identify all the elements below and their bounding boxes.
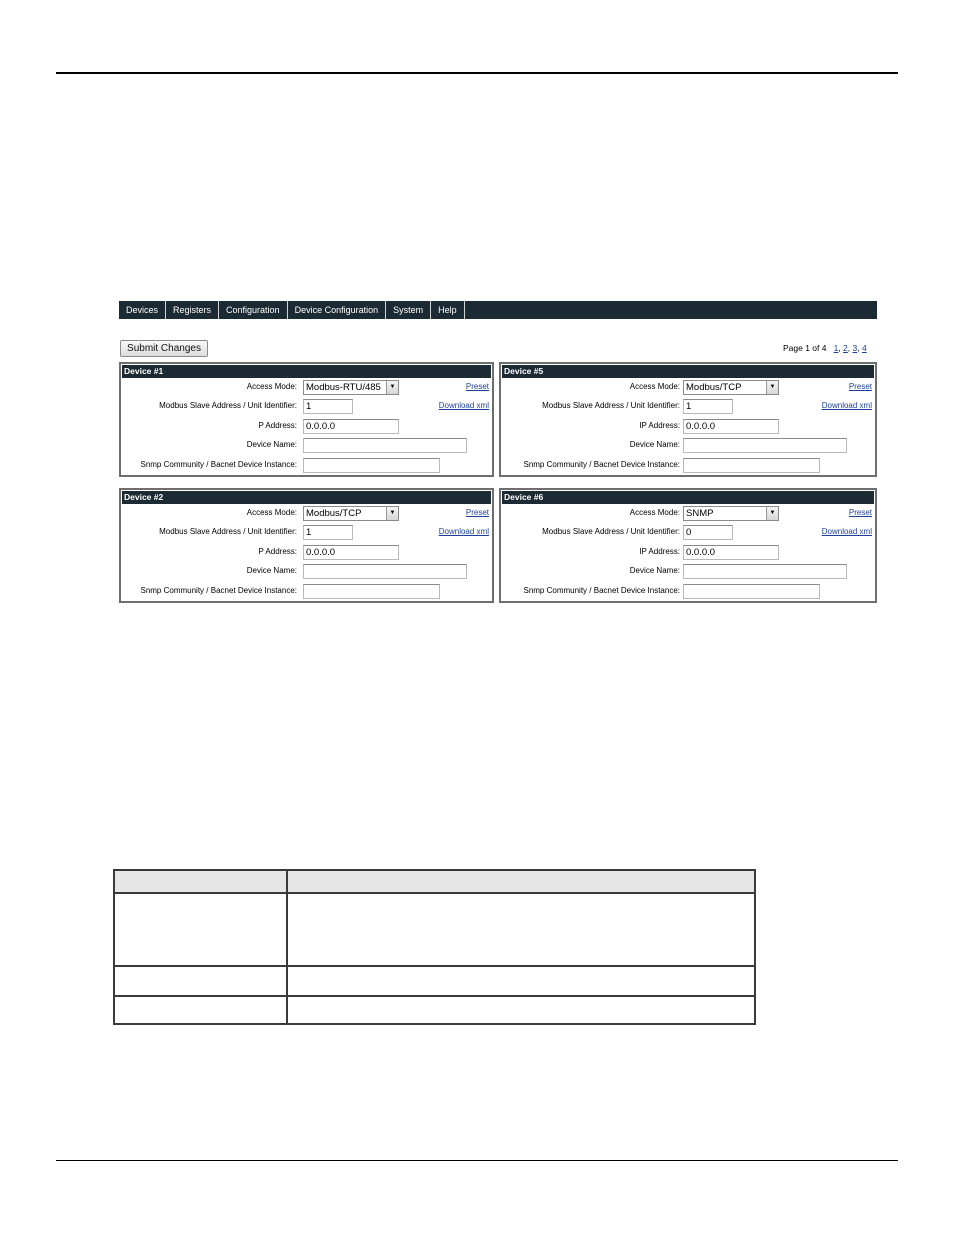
ip-address-input[interactable]: 0.0.0.0 — [303, 419, 399, 434]
dropdown-arrow-icon: ▼ — [766, 381, 778, 394]
ip-address-input[interactable]: 0.0.0.0 — [683, 419, 779, 434]
ip-address-label: P Address: — [258, 547, 297, 556]
nav-devices[interactable]: Devices — [119, 301, 166, 319]
access-mode-select[interactable] — [683, 380, 779, 395]
slave-address-input[interactable]: 1 — [303, 399, 353, 414]
device-name-input[interactable] — [303, 438, 467, 453]
device-panel — [119, 362, 494, 477]
table-row-divider — [115, 965, 754, 967]
nav-configuration[interactable]: Configuration — [219, 301, 288, 319]
device-name-label: Device Name: — [246, 566, 297, 575]
access-mode-value: SNMP — [686, 508, 714, 519]
submit-changes-button[interactable]: Submit Changes — [120, 340, 208, 357]
access-mode-select[interactable] — [303, 380, 399, 395]
snmp-input[interactable] — [303, 584, 440, 599]
slave-address-label: Modbus Slave Address / Unit Identifier: — [159, 527, 297, 536]
device-name-label: Device Name: — [629, 566, 680, 575]
access-mode-select[interactable] — [303, 506, 399, 521]
page-link-3[interactable]: 3 — [852, 343, 858, 353]
dropdown-arrow-icon: ▼ — [386, 381, 398, 394]
download-xml-link[interactable]: Download xml — [438, 401, 489, 410]
device-name-input[interactable] — [683, 438, 847, 453]
download-xml-link[interactable]: Download xml — [438, 527, 489, 536]
access-mode-select[interactable] — [683, 506, 779, 521]
access-mode-label: Access Mode: — [246, 508, 297, 517]
preset-link[interactable]: Preset — [848, 508, 872, 517]
bottom-rule — [56, 1160, 898, 1161]
slave-address-input[interactable]: 1 — [683, 399, 733, 414]
device-title: Device #5 — [502, 365, 874, 378]
slave-address-input[interactable]: 0 — [683, 525, 733, 540]
table-row-divider — [115, 995, 754, 997]
preset-link[interactable]: Preset — [465, 382, 489, 391]
snmp-label: Snmp Community / Bacnet Device Instance: — [140, 460, 297, 469]
ip-address-label: P Address: — [258, 421, 297, 430]
main-nav — [119, 301, 877, 319]
preset-link[interactable]: Preset — [465, 508, 489, 517]
access-mode-value: Modbus/TCP — [686, 382, 742, 393]
nav-help[interactable]: Help — [431, 301, 465, 319]
table-header — [115, 871, 754, 894]
device-name-label: Device Name: — [629, 440, 680, 449]
ip-address-label: IP Address: — [639, 547, 680, 556]
page-link-2[interactable]: 2 — [843, 343, 848, 353]
access-mode-label: Access Mode: — [629, 508, 680, 517]
access-mode-value: Modbus-RTU/485 — [306, 382, 381, 393]
page-link-1[interactable]: 1 — [833, 343, 839, 353]
snmp-label: Snmp Community / Bacnet Device Instance: — [140, 586, 297, 595]
device-title: Device #1 — [122, 365, 491, 378]
ip-address-input[interactable]: 0.0.0.0 — [683, 545, 779, 560]
slave-address-label: Modbus Slave Address / Unit Identifier: — [159, 401, 297, 410]
snmp-label: Snmp Community / Bacnet Device Instance: — [523, 460, 680, 469]
access-mode-label: Access Mode: — [629, 382, 680, 391]
pagination: Page 1 of 4 1, 2, 3, 4 — [783, 343, 867, 353]
nav-registers[interactable]: Registers — [166, 301, 219, 319]
download-xml-link[interactable]: Download xml — [821, 401, 872, 410]
ip-address-input[interactable]: 0.0.0.0 — [303, 545, 399, 560]
slave-address-label: Modbus Slave Address / Unit Identifier: — [542, 401, 680, 410]
device-panel — [499, 362, 877, 477]
page-link-4[interactable]: 4 — [861, 343, 867, 353]
device-name-input[interactable] — [683, 564, 847, 579]
nav-device-configuration[interactable]: Device Configuration — [288, 301, 387, 319]
device-title: Device #6 — [502, 491, 874, 504]
column-divider — [286, 871, 288, 1023]
snmp-input[interactable] — [683, 458, 820, 473]
access-mode-label: Access Mode: — [246, 382, 297, 391]
device-title: Device #2 — [122, 491, 491, 504]
preset-link[interactable]: Preset — [848, 382, 872, 391]
device-name-label: Device Name: — [246, 440, 297, 449]
slave-address-input[interactable]: 1 — [303, 525, 353, 540]
page-indicator: Page 1 of 4 — [783, 343, 827, 353]
device-panel — [119, 488, 494, 603]
info-table — [113, 869, 756, 1025]
top-rule — [56, 72, 898, 74]
slave-address-label: Modbus Slave Address / Unit Identifier: — [542, 527, 680, 536]
dropdown-arrow-icon: ▼ — [766, 507, 778, 520]
snmp-label: Snmp Community / Bacnet Device Instance: — [523, 586, 680, 595]
snmp-input[interactable] — [683, 584, 820, 599]
snmp-input[interactable] — [303, 458, 440, 473]
access-mode-value: Modbus/TCP — [306, 508, 362, 519]
dropdown-arrow-icon: ▼ — [386, 507, 398, 520]
nav-system[interactable]: System — [386, 301, 431, 319]
download-xml-link[interactable]: Download xml — [821, 527, 872, 536]
device-panel — [499, 488, 877, 603]
ip-address-label: IP Address: — [639, 421, 680, 430]
device-name-input[interactable] — [303, 564, 467, 579]
